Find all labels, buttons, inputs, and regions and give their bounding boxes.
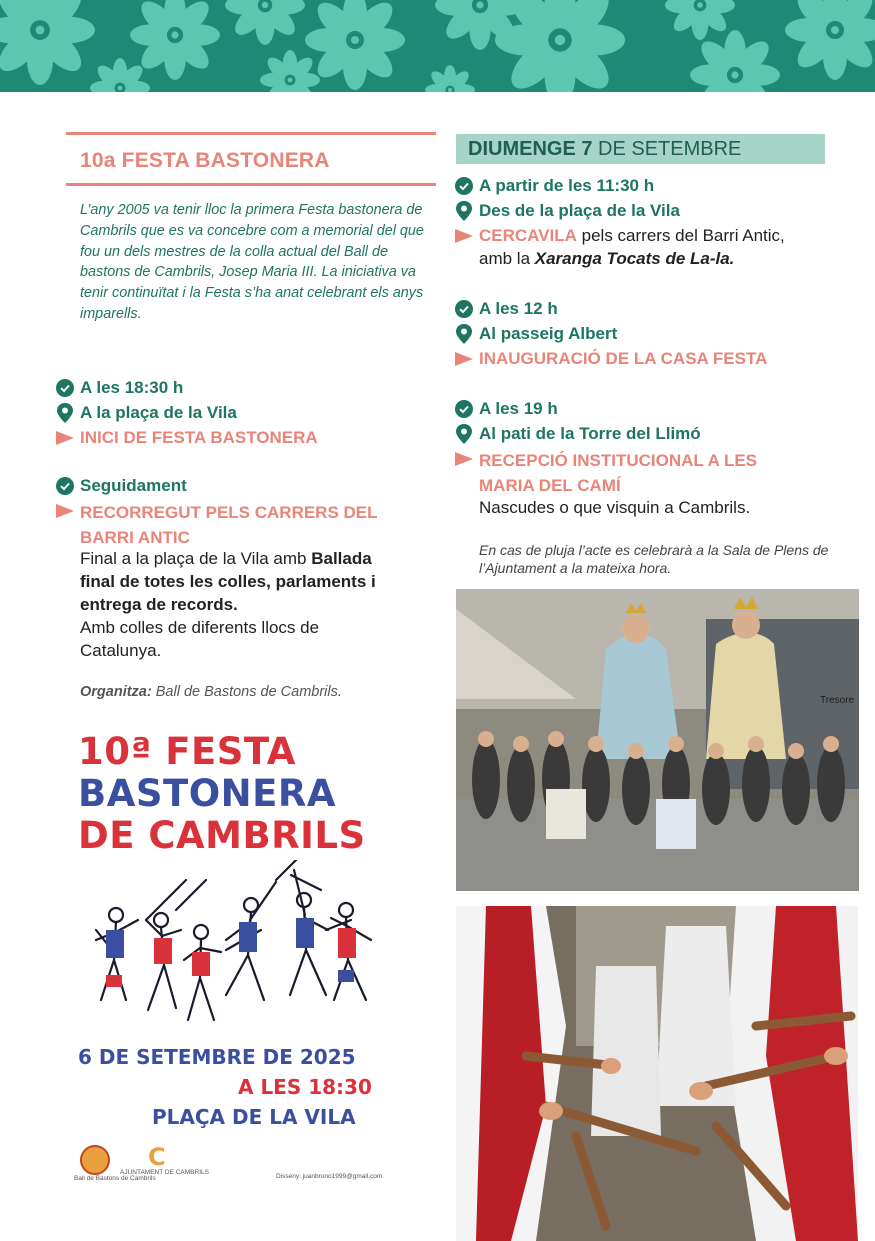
- eventA-activity-rest: pels carrers del Barri Antic,: [576, 226, 785, 245]
- eventC-time-row: [455, 398, 558, 420]
- event2-activity-row: [56, 500, 406, 550]
- day-title: [468, 137, 741, 161]
- ball-de-bastons-logo: [80, 1145, 110, 1175]
- poster-place: PLAÇA DE LA VILA: [152, 1105, 356, 1129]
- eventC-description: Nascudes o que visquin a Cambrils.: [479, 498, 751, 517]
- eventA-activity: CERCAVILA: [479, 226, 577, 245]
- decorative-floral-banner: [0, 0, 875, 92]
- organizer-line: [80, 684, 342, 700]
- day-header: [456, 134, 825, 164]
- play-arrow-icon: [455, 227, 473, 245]
- eventB-place-row: [455, 323, 617, 345]
- event2-desc-bold: Ballada final de totes les colles, parlaments i entrega de records.: [80, 549, 376, 614]
- check-circle-icon: [455, 400, 473, 418]
- eventC-place: Al pati de la Torre del Llimó: [479, 424, 701, 443]
- event1-time: A les 18:30 h: [80, 378, 184, 397]
- logo2-caption: AJUNTAMENT DE CAMBRILS: [120, 1169, 209, 1176]
- event1-activity: INICI DE FESTA BASTONERA: [80, 428, 318, 447]
- eventB-time-row: [455, 298, 558, 320]
- section-title-box: [66, 132, 436, 186]
- check-circle-icon: [455, 300, 473, 318]
- play-arrow-icon: [455, 350, 473, 368]
- event2-time: Seguidament: [80, 476, 187, 495]
- organizer-value: Ball de Bastons de Cambrils.: [155, 684, 342, 700]
- event1-place: A la plaça de la Vila: [80, 403, 237, 422]
- eventA-line2: [479, 247, 734, 270]
- logo1-caption: Ball de Bastons de Cambrils: [74, 1175, 156, 1182]
- intro-paragraph: L’any 2005 va tenir lloc la primera Festa bastonera de Cambrils que es va concebre com a memorial del que fou un dels mestres de la colla actual del Ball de bastons de Cambrils, Josep Maria III. La iniciativa va tenir continuïtat i la Festa s’ha anat celebrant els anys imparells.: [80, 202, 424, 322]
- play-arrow-icon: [56, 429, 74, 447]
- check-circle-icon: [56, 379, 74, 397]
- floral-pattern: [0, 0, 875, 92]
- day-title-bold: DIUMENGE 7: [468, 138, 593, 160]
- eventB-place: Al passeig Albert: [479, 324, 618, 343]
- location-pin-icon: [455, 202, 473, 220]
- day-title-rest: DE SETEMBRE: [592, 138, 742, 160]
- poster-title-line2: BASTONERA: [78, 772, 337, 815]
- eventA-place: Des de la plaça de la Vila: [479, 201, 680, 220]
- poster-time: A LES 18:30: [238, 1075, 372, 1099]
- eventA-line2-bold: Xaranga Tocats de La-la.: [534, 249, 735, 268]
- eventC-activity: RECEPCIÓ INSTITUCIONAL A LES MARIA DEL CAMÍ: [479, 451, 758, 495]
- event2-description-2: Amb colles de diferents llocs de Catalunya.: [80, 618, 320, 660]
- event-poster: [66, 720, 396, 1200]
- event1-activity-row: [56, 427, 318, 449]
- event2-description: [80, 547, 410, 616]
- location-pin-icon: [56, 404, 74, 422]
- eventC-place-row: [455, 423, 701, 445]
- event2-activity: RECORREGUT PELS CARRERS DEL BARRI ANTIC: [80, 503, 378, 547]
- dancers-illustration: [76, 860, 386, 1040]
- location-pin-icon: [455, 325, 473, 343]
- eventA-time: A partir de les 11:30 h: [479, 176, 655, 195]
- eventB-time: A les 12 h: [479, 299, 558, 318]
- eventC-time: A les 19 h: [479, 399, 558, 418]
- event1-time-row: [56, 377, 183, 399]
- eventA-place-row: [455, 200, 680, 222]
- play-arrow-icon: [56, 502, 74, 520]
- photo-giants-group: [456, 589, 859, 891]
- event1-place-row: [56, 402, 237, 424]
- ajuntament-logo: C: [148, 1143, 166, 1171]
- check-circle-icon: [455, 177, 473, 195]
- eventC-activity-row: [455, 448, 805, 498]
- check-circle-icon: [56, 477, 74, 495]
- section-title: 10a FESTA BASTONERA: [80, 149, 330, 172]
- rain-note: En cas de pluja l’acte es celebrarà a la Sala de Plens de l’Ajuntament a la mateixa hora.: [479, 542, 829, 576]
- photo-stick-dancers: [456, 906, 858, 1241]
- eventA-activity-row: [455, 225, 785, 247]
- eventB-activity-row: [455, 348, 767, 370]
- eventB-activity: INAUGURACIÓ DE LA CASA FESTA: [479, 349, 768, 368]
- photo-sign-text: Tresore: [820, 695, 855, 706]
- event2-time-row: [56, 475, 187, 497]
- eventA-time-row: [455, 175, 654, 197]
- poster-credit: Disseny: juanbruno1999@gmail.com: [276, 1173, 383, 1180]
- poster-title-line1: 10ª FESTA: [78, 730, 296, 773]
- organizer-label: Organitza:: [80, 684, 152, 700]
- poster-title-line3: DE CAMBRILS: [78, 814, 366, 857]
- play-arrow-icon: [455, 450, 473, 468]
- poster-date: 6 DE SETEMBRE DE 2025: [78, 1045, 356, 1069]
- event2-desc-plain: Final a la plaça de la Vila amb: [80, 549, 312, 568]
- eventA-line2-pre: amb la: [479, 249, 535, 268]
- location-pin-icon: [455, 425, 473, 443]
